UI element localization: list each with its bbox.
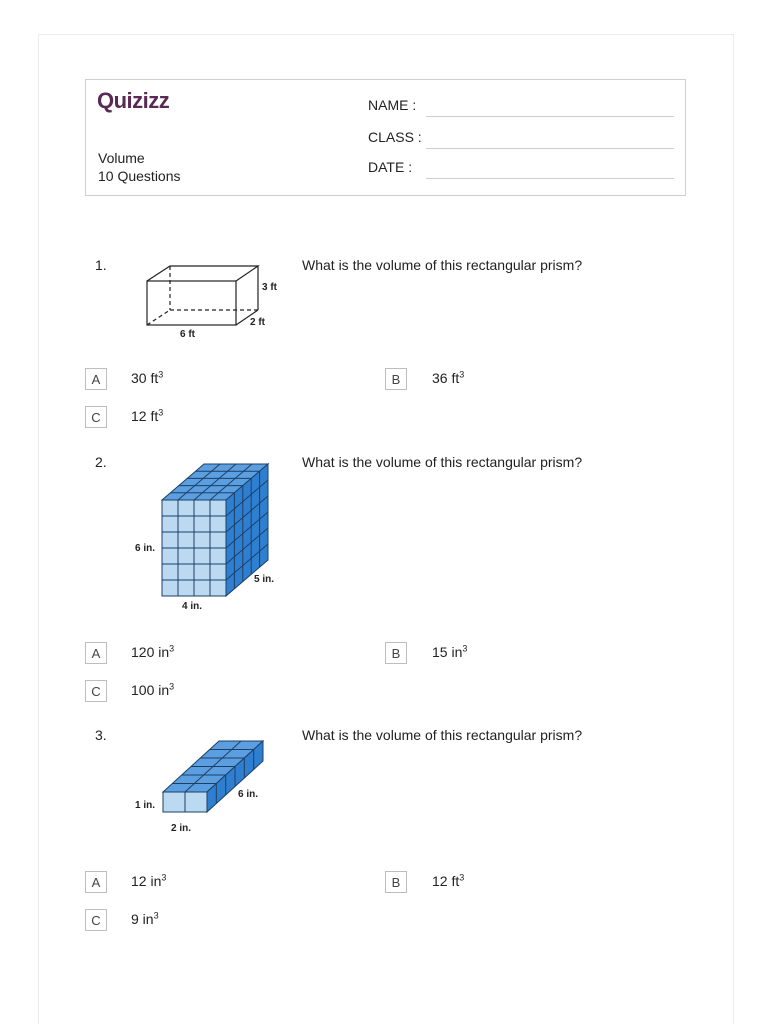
option-a-box[interactable]: A xyxy=(85,368,107,390)
question-number: 2. xyxy=(95,454,107,470)
depth-label: 5 in. xyxy=(254,574,275,585)
date-label: DATE : xyxy=(368,159,413,175)
option-a-box[interactable]: A xyxy=(85,871,107,893)
option-b-box[interactable]: B xyxy=(385,642,407,664)
question-text: What is the volume of this rectangular prism? xyxy=(302,454,583,470)
date-line[interactable] xyxy=(426,178,674,179)
option-a-text: 30 $ft^3$ xyxy=(131,369,164,386)
option-c-box[interactable]: C xyxy=(85,680,107,702)
prism-figure xyxy=(130,260,290,342)
depth-label: 6 in. xyxy=(238,789,259,800)
length-label: 4 in. xyxy=(182,601,203,612)
quizizz-logo: Quizizz xyxy=(97,88,170,113)
height-label: 6 in. xyxy=(135,543,156,554)
option-c-text: 9 $in^3$ xyxy=(131,910,159,927)
length-label: 2 in. xyxy=(171,823,192,834)
name-line[interactable] xyxy=(426,116,674,117)
class-line[interactable] xyxy=(426,148,674,149)
option-b-box[interactable]: B xyxy=(385,368,407,390)
question-text: What is the volume of this rectangular prism? xyxy=(302,727,583,743)
worksheet-title: Volume xyxy=(98,150,145,166)
option-c-box[interactable]: C xyxy=(85,406,107,428)
question-text: What is the volume of this rectangular prism? xyxy=(302,257,583,273)
class-label: CLASS : xyxy=(368,129,422,145)
option-c-box[interactable]: C xyxy=(85,909,107,931)
length-label: 6 ft xyxy=(180,329,195,340)
option-b-text: 15 $in^3$ xyxy=(432,643,468,660)
option-b-text: 12 $ft^3$ xyxy=(432,872,465,889)
option-a-box[interactable]: A xyxy=(85,642,107,664)
cube-prism-figure xyxy=(130,460,290,616)
option-c-text: 100 $in^3$ xyxy=(131,681,175,698)
cube-row-figure xyxy=(130,736,280,840)
option-b-box[interactable]: B xyxy=(385,871,407,893)
width-label: 2 ft xyxy=(250,317,265,328)
name-label: NAME : xyxy=(368,97,417,113)
question-count: 10 Questions xyxy=(98,168,181,184)
option-a-text: 120 $in^3$ xyxy=(131,643,175,660)
question-number: 1. xyxy=(95,257,107,273)
option-a-text: 12 $in^3$ xyxy=(131,872,167,889)
height-label: 1 in. xyxy=(135,800,156,811)
option-b-text: 36 $ft^3$ xyxy=(432,369,465,386)
option-c-text: 12 $ft^3$ xyxy=(131,407,164,424)
height-label: 3 ft xyxy=(262,282,277,293)
question-number: 3. xyxy=(95,727,107,743)
